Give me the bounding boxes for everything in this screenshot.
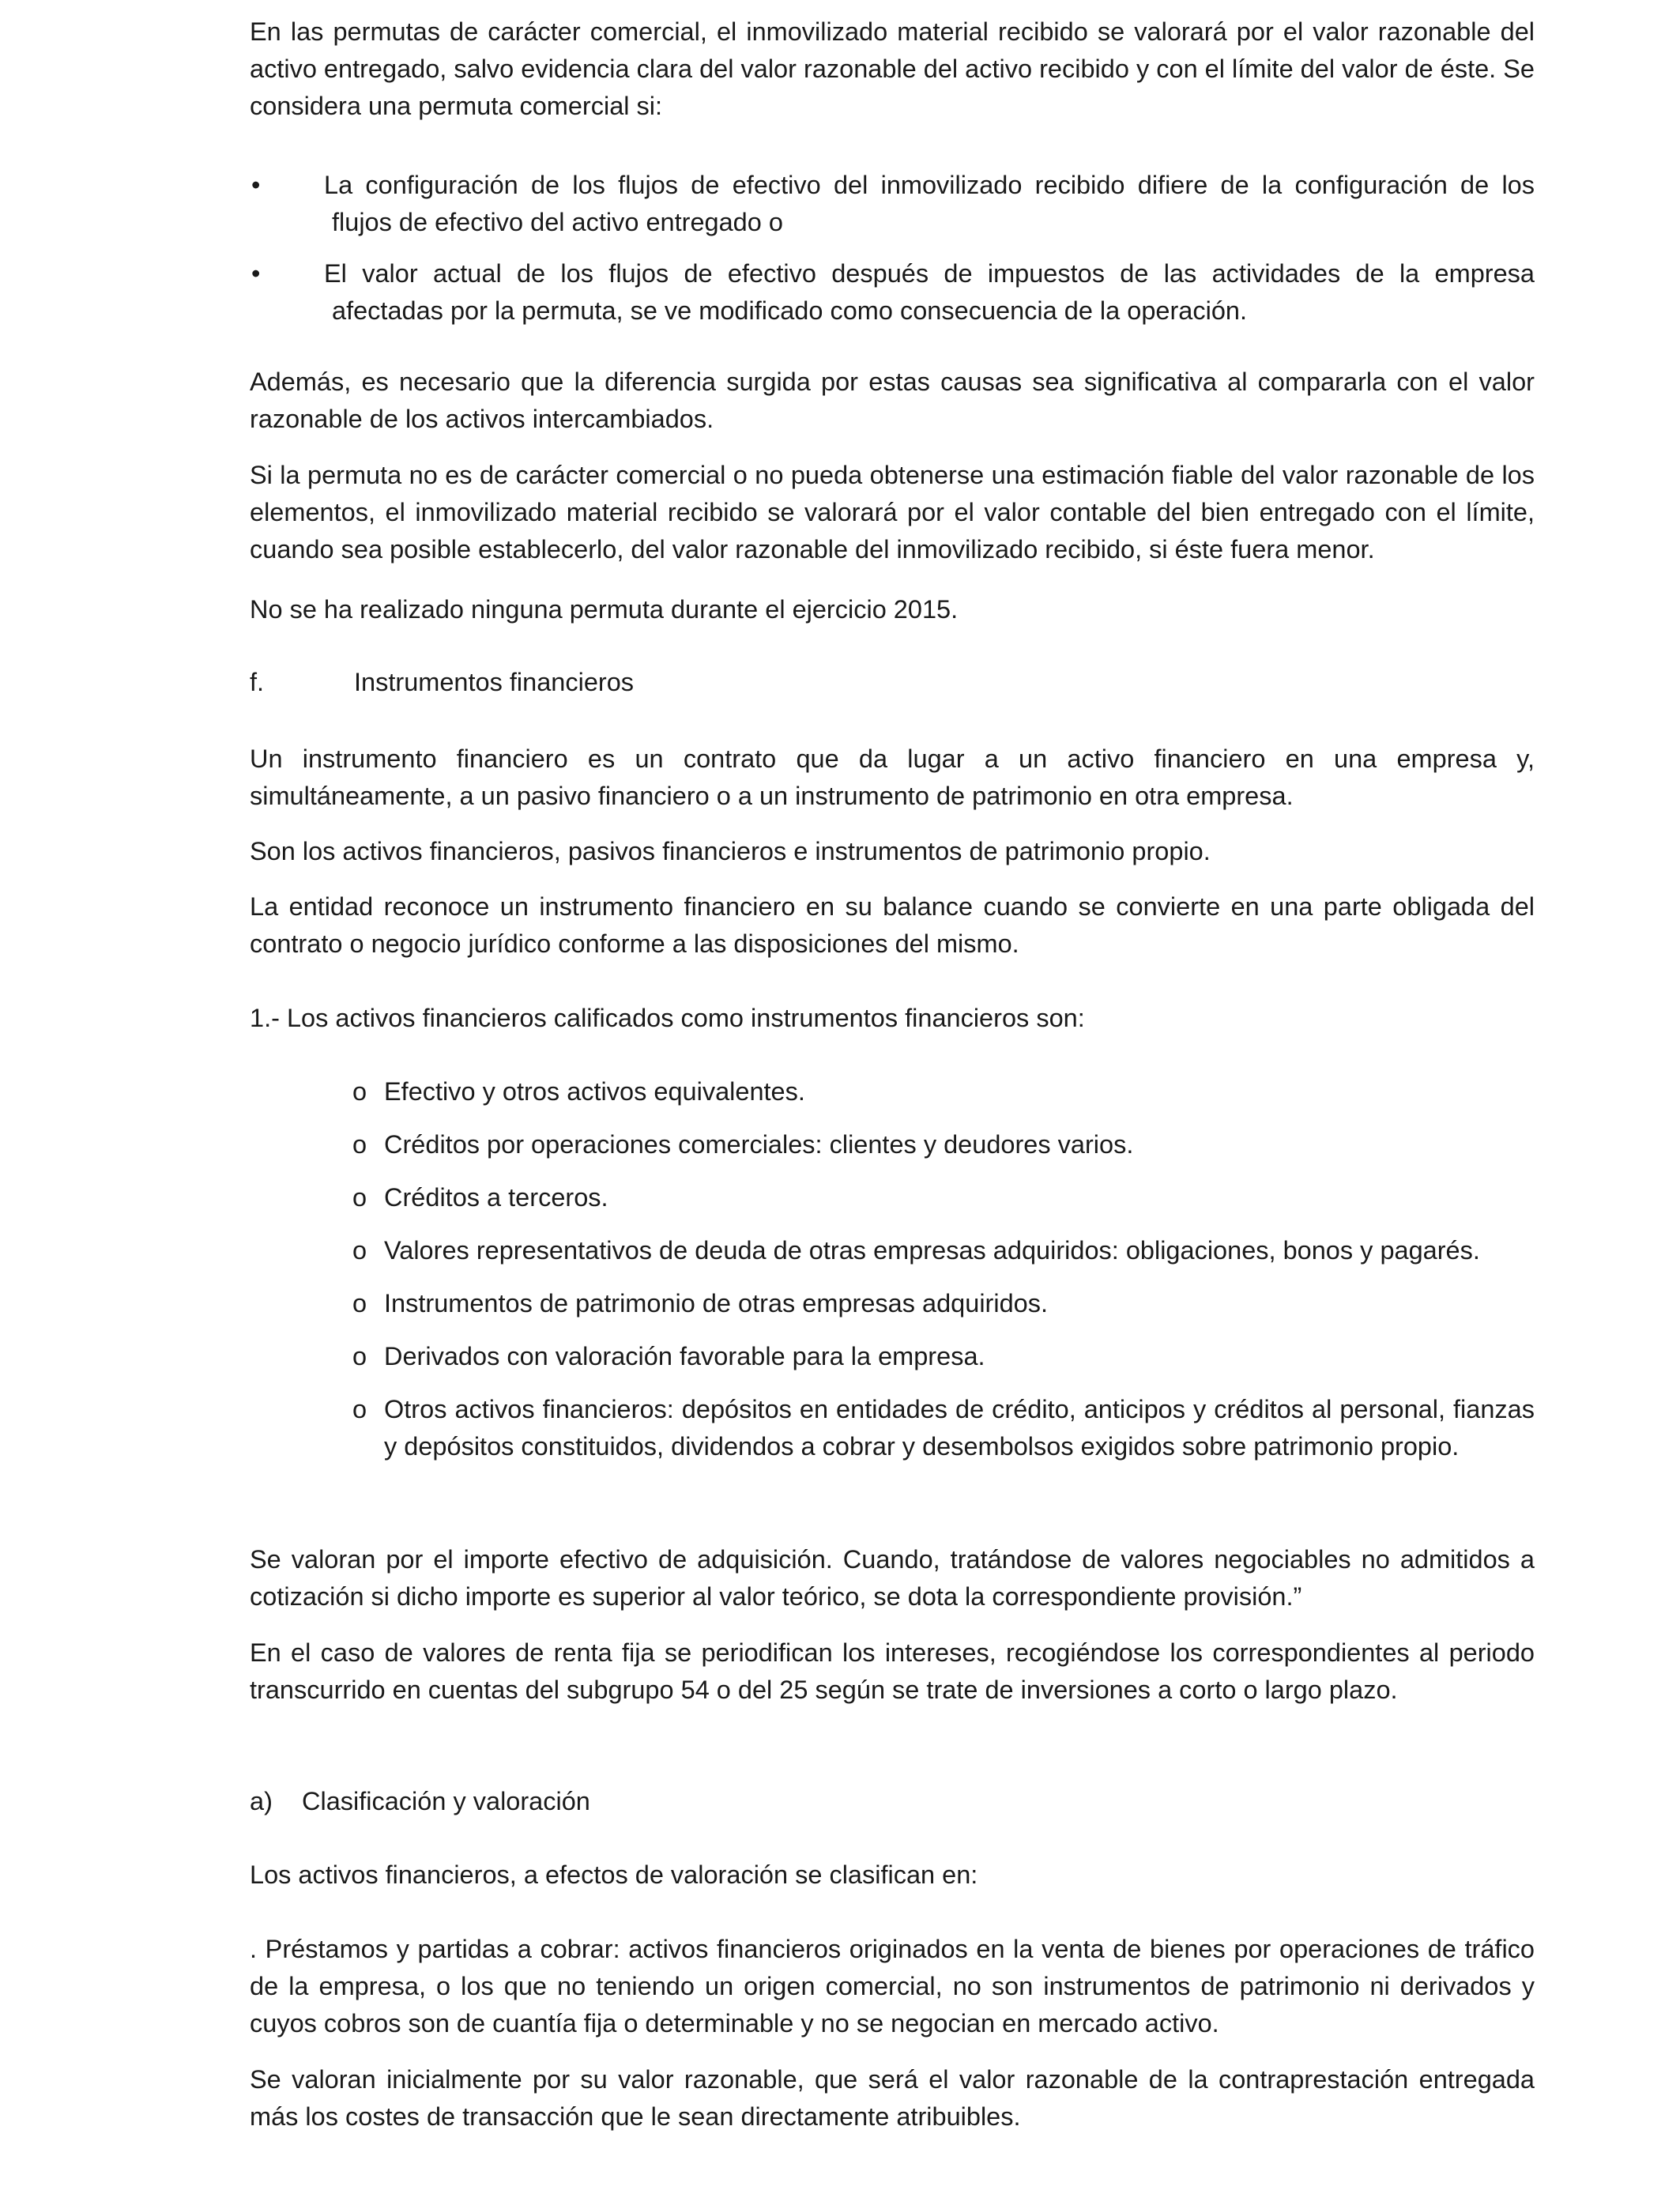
circle-bullet-icon: o — [352, 1342, 367, 1370]
paragraph-renta-fija: En el caso de valores de renta fija se periodifican los intereses, recogiéndose los correspondientes al periodo transcurrido en cuentas del subgrupo 54 o del 25 según se trate de inversiones a corto o largo plazo. — [250, 1638, 1535, 1704]
bullet-icon: • — [251, 259, 261, 288]
bullet-list — [250, 167, 1535, 330]
section-heading-a — [250, 1783, 590, 1820]
section-title: Clasificación y valoración — [302, 1787, 590, 1815]
list-item — [250, 1232, 1535, 1285]
paragraph-reconocimiento: La entidad reconoce un instrumento financiero en su balance cuando se convierte en una parte obligada del contrato o negocio jurídico conforme a las disposiciones del mismo. — [250, 892, 1535, 958]
list-item — [250, 1073, 1535, 1126]
section-heading-f — [250, 664, 634, 701]
list-item-text: Valores representativos de deuda de otras empresas adquiridos: obligaciones, bonos y pagarés. — [384, 1236, 1480, 1265]
paragraph-permuta-comercial: En las permutas de carácter comercial, el inmovilizado material recibido se valorará por el valor razonable del activo entregado, salvo evidencia clara del valor razonable del activo recibido y con el límite del valor de éste. Se considera una permuta comercial si: — [250, 17, 1535, 120]
section-number: f. — [250, 668, 265, 696]
circle-bullet-icon: o — [352, 1183, 367, 1212]
activos-list — [250, 1073, 1535, 1465]
paragraph-activos-calificados: 1.- Los activos financieros calificados como instrumentos financieros son: — [250, 1004, 1085, 1032]
list-item — [250, 1338, 1535, 1391]
list-item-text: Derivados con valoración favorable para la empresa. — [384, 1342, 985, 1370]
paragraph-permuta-no-comercial: Si la permuta no es de carácter comercial o no pueda obtenerse una estimación fiable del valor razonable de los elementos, el inmovilizado material recibido se valorará por el valor contable del bien entregado con el límite, cuando sea posible establecerlo, del valor razonable del inmovilizado recibido, si éste fuera menor. — [250, 461, 1535, 564]
paragraph-ninguna-permuta: No se ha realizado ninguna permuta durante el ejercicio 2015. — [250, 595, 959, 624]
list-item-text: Otros activos financieros: depósitos en entidades de crédito, anticipos y créditos al personal, fianzas y depósitos constituidos, dividendos a cobrar y desembolsos exigidos sobre patrimonio propio. — [384, 1395, 1535, 1461]
paragraph-clasificacion: Los activos financieros, a efectos de valoración se clasifican en: — [250, 1860, 978, 1889]
bullet-line: El valor actual de los flujos de efectivo después de impuestos de las actividades de la empresa — [324, 259, 1535, 288]
circle-bullet-icon: o — [352, 1236, 367, 1265]
paragraph-prestamos: . Préstamos y partidas a cobrar: activos financieros originados en la venta de bienes por operaciones de tráfico de la empresa, o los que no teniendo un origen comercial, no son instrumentos de patrimonio ni derivados y cuyos cobros son de cuantía fija o determinable y no se negocian en mercado activo. — [250, 1935, 1535, 2038]
bullet-line: flujos de efectivo del activo entregado o — [332, 208, 783, 236]
bullet-line: La configuración de los flujos de efectivo del inmovilizado recibido difiere de la configuración de los — [324, 171, 1535, 199]
list-item — [250, 1179, 1535, 1232]
list-item — [250, 1126, 1535, 1179]
bullet-line: afectadas por la permuta, se ve modificado como consecuencia de la operación. — [332, 296, 1248, 325]
list-item — [250, 1391, 1535, 1465]
circle-bullet-icon: o — [352, 1395, 367, 1423]
circle-bullet-icon: o — [352, 1289, 367, 1318]
paragraph-son-activos: Son los activos financieros, pasivos financieros e instrumentos de patrimonio propio. — [250, 837, 1211, 865]
bullet-item — [250, 255, 1535, 330]
list-item — [250, 1285, 1535, 1338]
bullet-item — [250, 167, 1535, 241]
list-item-text: Créditos por operaciones comerciales: clientes y deudores varios. — [384, 1130, 1134, 1159]
circle-bullet-icon: o — [352, 1130, 367, 1159]
paragraph-valoran-importe: Se valoran por el importe efectivo de adquisición. Cuando, tratándose de valores negociables no admitidos a cotización si dicho importe es superior al valor teórico, se dota la correspondiente provisión.” — [250, 1545, 1535, 1611]
paragraph-valor-inicial: Se valoran inicialmente por su valor razonable, que será el valor razonable de la contraprestación entregada más los costes de transacción que le sean directamente atribuibles. — [250, 2065, 1535, 2131]
list-item-text: Efectivo y otros activos equivalentes. — [384, 1077, 805, 1106]
list-item-text: Instrumentos de patrimonio de otras empresas adquiridos. — [384, 1289, 1049, 1318]
circle-bullet-icon: o — [352, 1077, 367, 1106]
section-title: Instrumentos financieros — [354, 668, 635, 696]
bullet-icon: • — [251, 171, 261, 199]
section-number: a) — [250, 1787, 273, 1815]
paragraph-definicion-instrumento: Un instrumento financiero es un contrato que da lugar a un activo financiero en una empresa y, simultáneamente, a un pasivo financiero o a un instrumento de patrimonio en otra empresa. — [250, 745, 1535, 810]
list-item-text: Créditos a terceros. — [384, 1183, 608, 1212]
paragraph-diferencia: Además, es necesario que la diferencia surgida por estas causas sea significativa al compararla con el valor razonable de los activos intercambiados. — [250, 368, 1535, 433]
